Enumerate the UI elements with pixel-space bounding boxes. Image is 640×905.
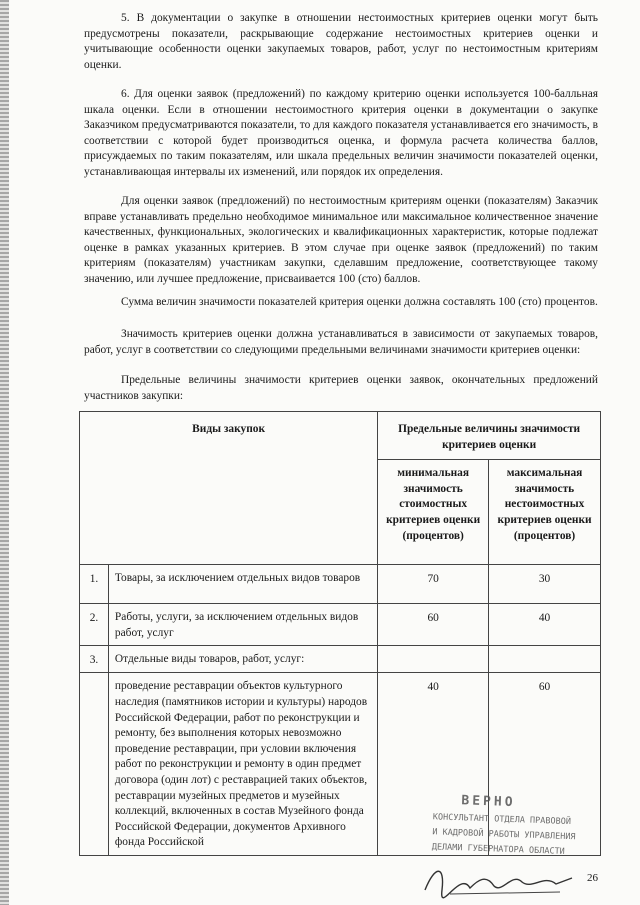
row-number: 3. <box>80 646 109 673</box>
row-min-value: 60 <box>378 604 489 646</box>
table-row <box>80 646 601 673</box>
table-header-row <box>80 412 601 460</box>
row-description: Товары, за исключением отдельных видов товаров <box>108 565 377 604</box>
paragraph-sum-significance: Сумма величин значимости показателей критерия оценки должна составлять 100 (сто) процентов. <box>121 296 598 308</box>
row-max-value <box>489 646 601 673</box>
row-min-value <box>378 646 489 673</box>
row-max-value: 40 <box>489 604 601 646</box>
paragraph-6: 6. Для оценки заявок (предложений) по каждому критерию оценки используется 100-балльная шкала оценки. Если в отношении нестоимостного критерия оценки в документации о закупке Заказчиком предусматриваются показатели, то для каждого показателя устанавливается его значимость, в соответствии с которой будет производиться оценка, и формула расчета количества баллов, присуждаемых по таким показателям, или шкала предельных величин значимости показателей оценки, устанавливающая интервалы их изменений, или порядок их определения. <box>84 88 598 178</box>
scan-edge-strip <box>0 0 9 905</box>
table-row <box>80 565 601 604</box>
row-number <box>80 673 109 856</box>
paragraph-table-intro: Предельные величины значимости критериев оценки заявок, окончательных предложений участников закупки: <box>84 374 598 402</box>
header-procurement-types: Виды закупок <box>80 412 378 565</box>
certification-stamp: ВЕРНО КОНСУЛЬТАНТ ОТДЕЛА ПРАВОВОЙ И КАДРОВОЙ РАБОТЫ УПРАВЛЕНИЯ ДЕЛАМИ ГУБЕРНАТОРА ОБЛАСТИ <box>431 793 576 857</box>
signature-scribble <box>420 860 580 900</box>
row-number: 1. <box>80 565 109 604</box>
row-description: Работы, услуги, за исключением отдельных видов работ, услуг <box>108 604 377 646</box>
row-min-value: 70 <box>378 565 489 604</box>
row-max-value: 30 <box>489 565 601 604</box>
paragraph-5: 5. В документации о закупке в отношении нестоимостных критериев оценки могут быть предусмотрены показатели, раскрывающие содержание нестоимостных критериев оценки и учитывающие особенности оценки закупаемых товаров, работ, услуг по нестоимостным критериям оценки. <box>84 12 598 71</box>
table-row <box>80 604 601 646</box>
paragraph-nonprice-criteria: Для оценки заявок (предложений) по нестоимостным критериям оценки (показателям) Заказчик вправе устанавливать предельно необходимое минимальное или максимальное количественное значение качественных, функциональных, экологических и квалификационных характеристик, которые подлежат оценке в рамках указанных критериев. В этом случае при оценке заявок (предложений) по таким критериям (показателям) участникам закупки, сделавшим предложение, соответствующее такому значению, или лучшее предложение, присваивается 100 (сто) баллов. <box>84 195 598 285</box>
header-min-significance: минимальная значимость стоимостных критериев оценки (процентов) <box>378 460 489 565</box>
row-number: 2. <box>80 604 109 646</box>
header-max-significance: максимальная значимость нестоимостных критериев оценки (процентов) <box>489 460 601 565</box>
header-limit-values: Предельные величины значимости критериев оценки <box>378 412 601 460</box>
row-description: проведение реставрации объектов культурного наследия (памятников истории и культуры) народов Российской Федерации, работ по реконструкции и ремонту, без выполнения которых невозможно проведение реставрации, при условии включения работ по реконструкции и ремонту в один предмет договора (один лот) с реставрацией таких объектов, реставрации музейных предметов и музейных коллекций, включенных в состав Музейного фонда Российской Федерации, документов Архивного фонда Российской <box>108 673 377 856</box>
paragraph-significance-dependency: Значимость критериев оценки должна устанавливаться в зависимости от закупаемых товаров, работ, услуг в соответствии со следующими предельными величинами значимости критериев оценки: <box>84 328 598 356</box>
page-number: 26 <box>587 872 598 884</box>
row-max-value: 60 <box>489 673 601 856</box>
row-description: Отдельные виды товаров, работ, услуг: <box>108 646 377 673</box>
row-min-value: 40 <box>378 673 489 856</box>
